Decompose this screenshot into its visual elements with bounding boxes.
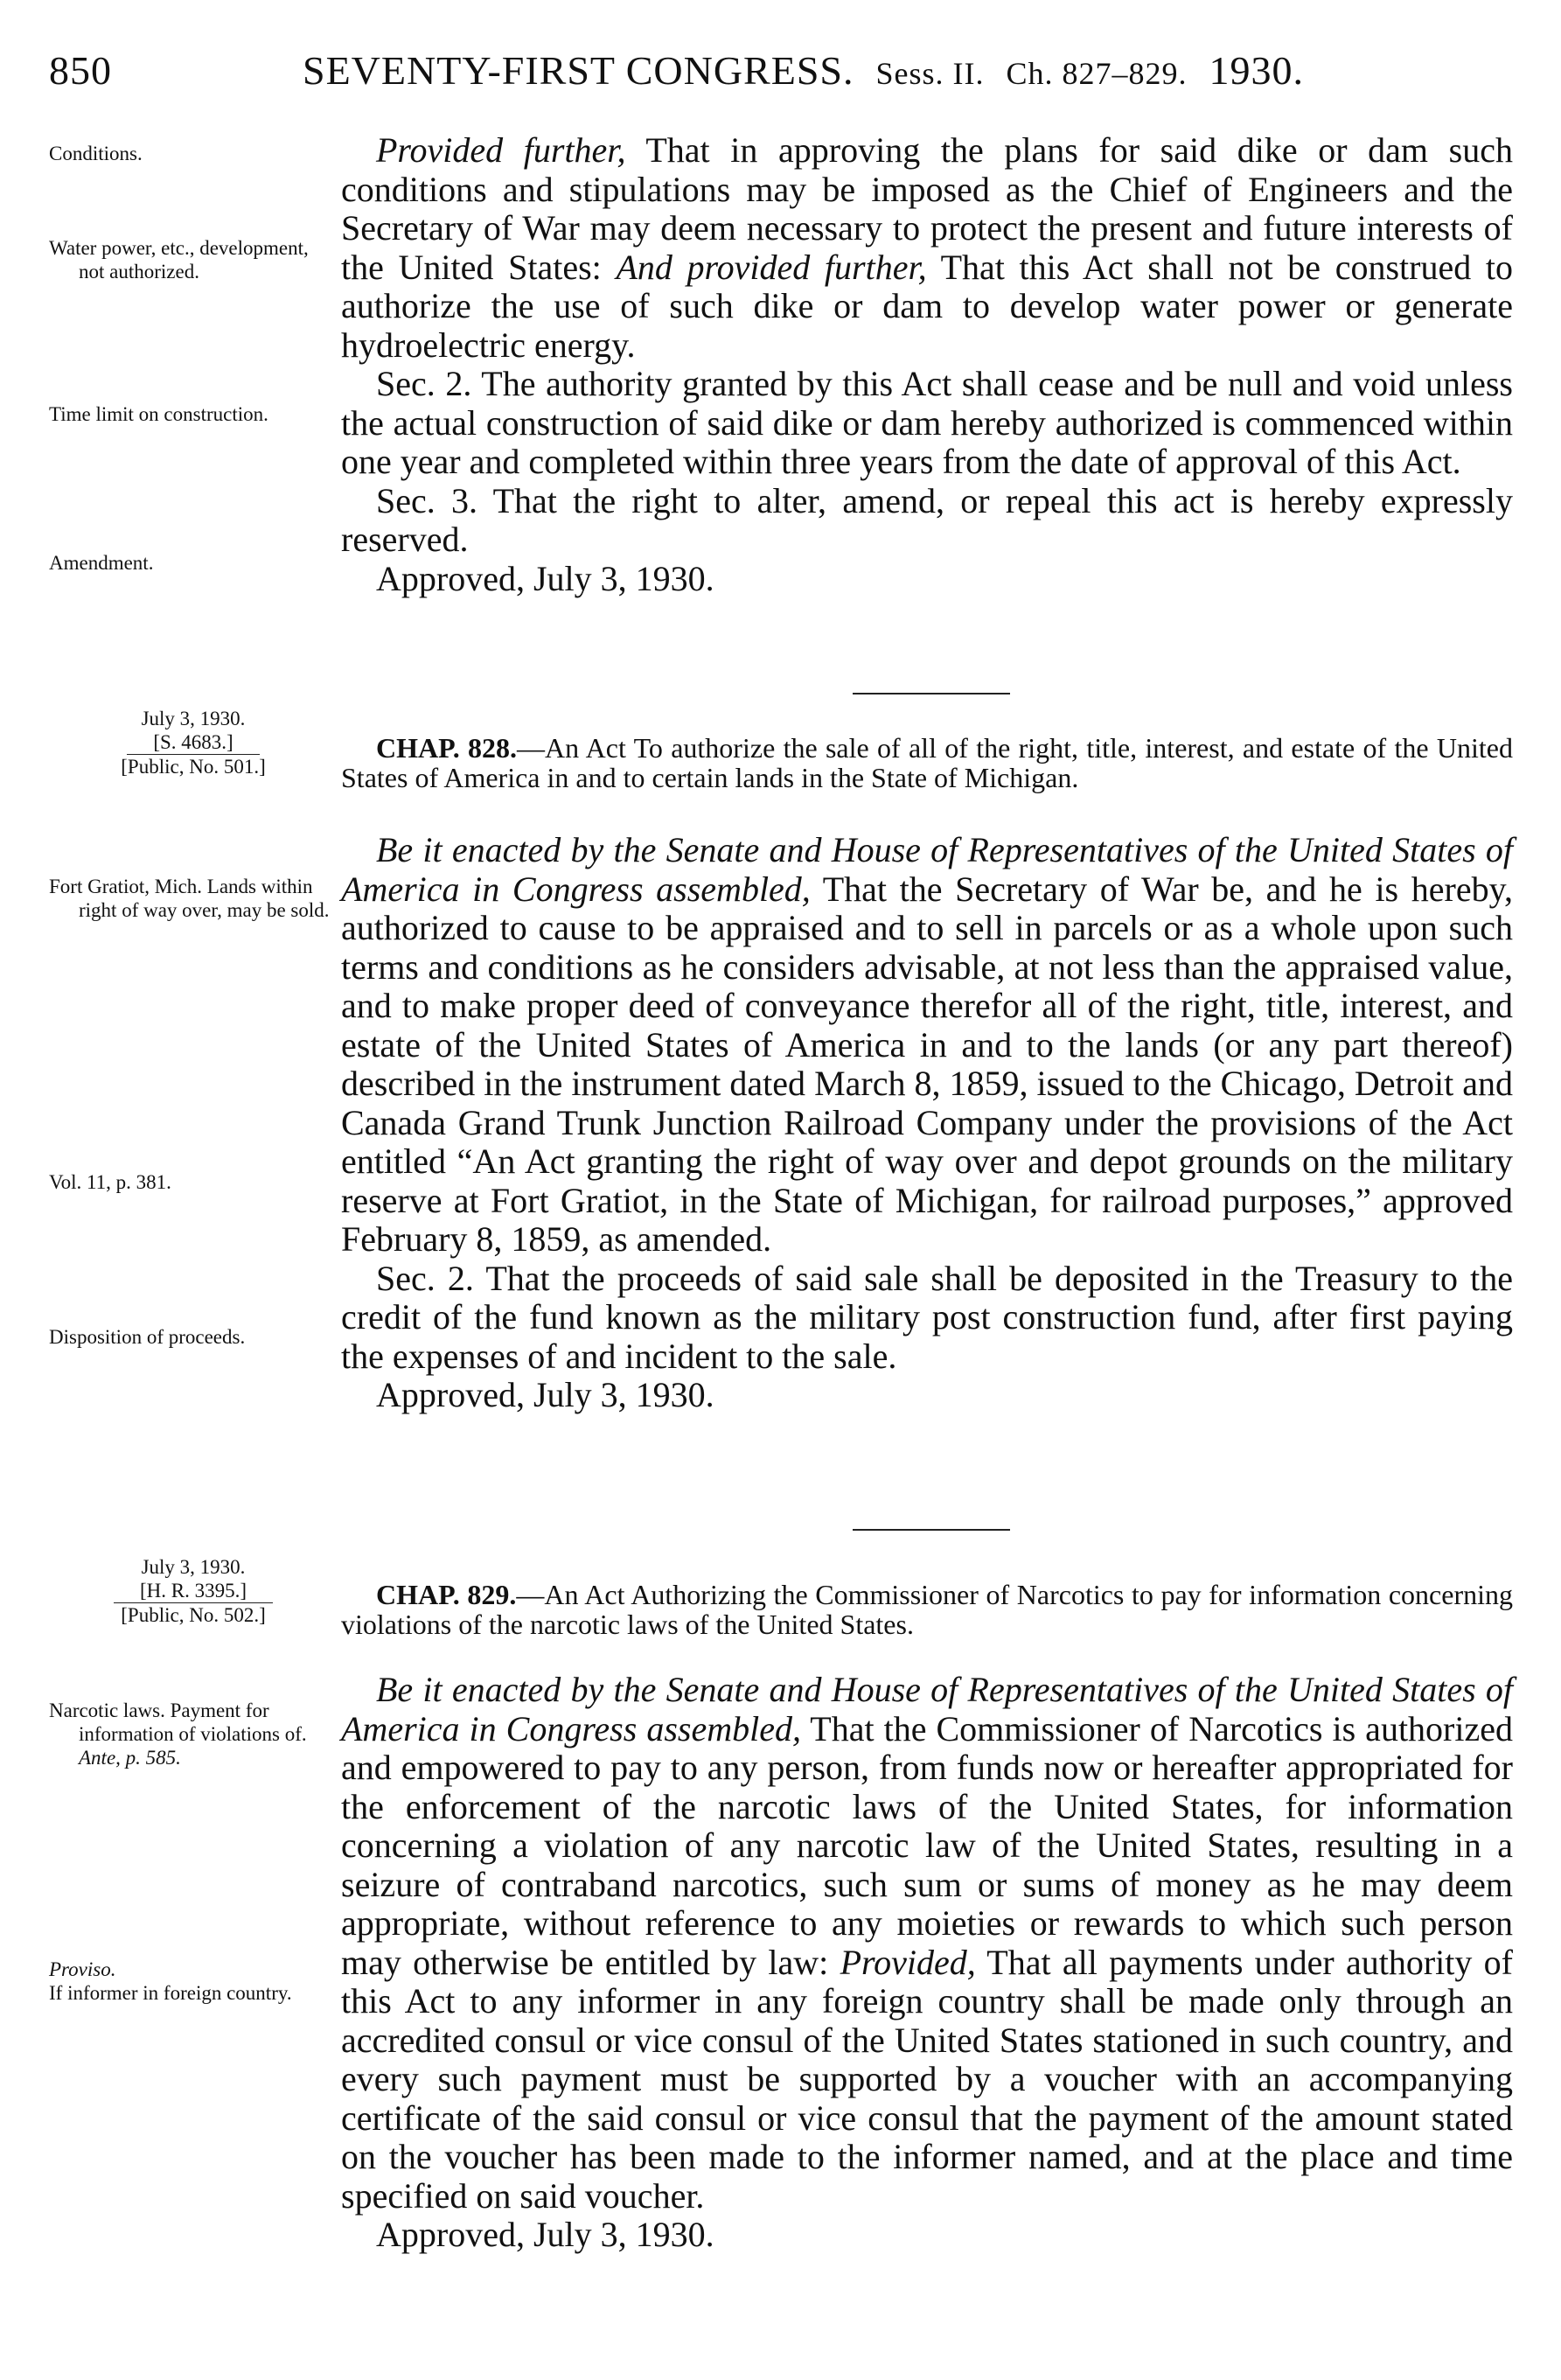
chap829-public-number: [Public, No. 502.] (121, 1604, 266, 1626)
chap829-provided: Provided, (840, 1942, 976, 1982)
sec2-text: The authority granted by this Act shall cease and be null and void unless the actual construction of said dike or dam hereby authorized is commenced within one year and completed within three years from the date of approval of this Act. (341, 364, 1514, 481)
chap829-bill-number: [H. R. 3395.] (114, 1579, 273, 1603)
chap827-approved: Approved, July 3, 1930. (376, 558, 714, 598)
chap829-label: CHAP. 829. (376, 1579, 517, 1610)
chap828-section-2 (341, 1260, 1513, 1377)
chap828-label: CHAP. 828. (376, 732, 518, 764)
chap828-title-text: —An Act To authorize the sale of all of the right, title, interest, and estate of the United States of America in and to certain lands in the State of Michigan. (341, 732, 1514, 793)
chap828-bill-number: [S. 4683.] (127, 730, 259, 755)
chap829-title (341, 1580, 1513, 1639)
chap829-date-block (49, 1555, 338, 1627)
sec3-text: That the right to alter, amend, or repeal this act is hereby expressly reserved. (341, 480, 1513, 559)
chap829-enacting-clause: Be it enacted by the Senate and House of Representatives of the United States of America in Congress assembled, (341, 1670, 1513, 1748)
chap829-date: July 3, 1930. (141, 1556, 246, 1578)
margin-note-time-limit-text: Time limit on construction. (49, 403, 268, 425)
sec2-label: Sec. 2. (376, 364, 472, 403)
margin-note-disposition (49, 1325, 338, 1349)
congress-title: SEVENTY-FIRST CONGRESS. (303, 48, 854, 93)
margin-note-disposition-text: Disposition of proceeds. (49, 1326, 246, 1348)
chap828-approved: Approved, July 3, 1930. (376, 1375, 714, 1414)
chap828-public-number: [Public, No. 501.] (121, 756, 266, 778)
chap828-section-1-text: That the Secretary of War be, and he is hereby, authorized to cause to be appraised and to sell in parcels or as a whole upon such terms and conditions as he considers advisable, at not less than the appraised value, and to make proper deed of conveyance therefor all of the right, title, interest, and estate of the United States of America in and to the lands (or any part thereof) described in the instrument dated March 8, 1859, issued to the Chicago, Detroit and Canada Grand Trunk Junction Railroad Company under the provisions of the Act entitled “An Act granting the right of way over and depot grounds on the military reserve at Fort Gratiot, in the State of Michigan, for railroad purposes,” approved February 8, 1859, as amended. (341, 869, 1513, 1259)
chap829-body (341, 1671, 1513, 2255)
proviso-text-a: That in approving the plans for said dike or dam such conditions and stipulations may be imposed as the Chief of Engineers and the Secretary of War may deem necessary to protect the present and future interests of the United States: (341, 130, 1513, 287)
margin-note-water-power (49, 236, 338, 283)
margin-note-fort-gratiot (49, 875, 338, 922)
margin-note-narcotic-laws (49, 1699, 338, 1769)
chap828-body (341, 831, 1513, 1415)
chap829-text-b: That all payments under authority of this Act to any informer in any foreign country shall be made only through an accredited consul or vice consul of the United States stationed in such country, and every such payment must be supported by a voucher with an accompanying certificate of the said consul or vice consul that the payment of the amount stated on the voucher has been made to the informer named, and at the place and time specified on said voucher. (341, 1942, 1513, 2216)
section-divider (853, 693, 1010, 694)
margin-note-fort-gratiot-text: Fort Gratiot, Mich. Lands within right of way over, may be sold. (49, 876, 330, 921)
margin-note-ante: Ante, p. 585. (79, 1747, 181, 1769)
margin-note-proviso-label: Proviso. (49, 1958, 116, 1980)
chap829-enacting-paragraph (341, 1671, 1513, 2216)
margin-note-conditions: Conditions. (49, 143, 143, 164)
running-title (303, 47, 1304, 94)
margin-note-time-limit (49, 402, 338, 426)
running-head (49, 47, 1518, 100)
chap828-sec2-label: Sec. 2. (376, 1258, 474, 1298)
chap829-heading (341, 1580, 1513, 1639)
chap829-text-a: That the Commissioner of Narcotics is authorized and empowered to pay to any person, from funds now or hereafter appropriated for the enforcement of the narcotic laws of the United States, for information concerning a violation of any narcotic law of the United States, resulting in a seizure of contraband narcotics, such sum or sums of money as he may deem appropriate, without reference to any moieties or rewards to which such person may otherwise be entitled by law: (341, 1708, 1513, 1982)
chapter-range: Ch. 827–829. (1006, 56, 1188, 91)
chap828-date-block (49, 707, 338, 778)
provided-further-lead: Provided further, (376, 130, 626, 170)
chap829-approved: Approved, July 3, 1930. (376, 2215, 714, 2254)
margin-note-narcotic-laws-text: Narcotic laws. Payment for information of violations of. (49, 1700, 307, 1745)
and-provided-further: And provided further, (616, 247, 927, 287)
header-year: 1930. (1209, 48, 1304, 93)
proviso-text-b: That this Act shall not be construed to authorize the use of such dike or dam to develop water power or generate hydroelectric energy. (341, 247, 1514, 365)
chap828-sec2-text: That the proceeds of said sale shall be deposited in the Treasury to the credit of the fund known as the military post construction fund, after first paying the expenses of and incident to the sale. (341, 1258, 1513, 1376)
sec3-label: Sec. 3. (376, 480, 478, 520)
chap827-section-2 (341, 365, 1513, 482)
chap828-heading (341, 733, 1513, 792)
session-label: Sess. II. (875, 56, 985, 91)
chap828-enacting-clause: Be it enacted by the Senate and House of Representatives of the United States of America in Congress assembled, (341, 830, 1513, 909)
chap828-enacting-paragraph (341, 831, 1513, 1260)
margin-note-proviso (49, 1958, 338, 2005)
margin-note-water-power-text: Water power, etc., development, not authorized. (49, 237, 309, 283)
chap828-date: July 3, 1930. (141, 708, 246, 729)
chap827-conclusion (341, 131, 1513, 598)
chap829-title-text: —An Act Authorizing the Commissioner of Narcotics to pay for information concerning violations of the narcotic laws of the United States. (341, 1579, 1514, 1640)
chap827-section-3 (341, 482, 1513, 560)
margin-note-vol-11: Vol. 11, p. 381. (49, 1171, 171, 1193)
margin-note-amendment: Amendment. (49, 552, 154, 574)
margin-note-informer-text: If informer in foreign country. (49, 1982, 292, 2004)
section-divider-2 (853, 1529, 1010, 1531)
chap827-proviso-paragraph (341, 131, 1513, 365)
chap828-title (341, 733, 1513, 792)
page-number: 850 (49, 48, 112, 93)
